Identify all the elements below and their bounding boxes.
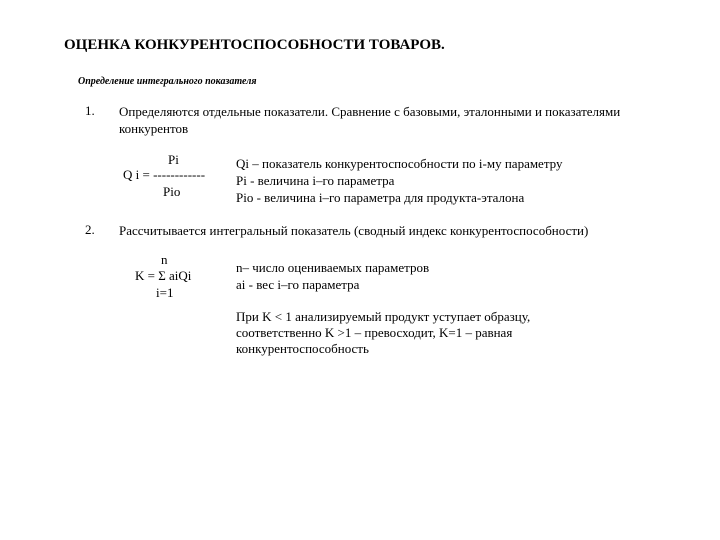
formula-1-numerator: Pi [168,152,179,167]
definition-line: Piо - величина i–го параметра для продукта-эталона [236,190,525,205]
definition-line: Qi – показатель конкурентоспособности по i-му параметру [236,156,563,171]
formula-1-main: Q i = ------------ [123,167,206,182]
step-2-number: 2. [85,222,95,237]
definition-line: n– число оцениваемых параметров [236,260,430,275]
interpretation-note [236,309,530,357]
formula-2-main: K = Σ aiQi [135,268,192,283]
note-line: При K < 1 анализируемый продукт уступает образцу, [236,309,531,324]
definition-line: Pi - величина i–го параметра [236,173,395,188]
step-1-text [119,103,679,137]
formula-2-lower-limit: i=1 [156,285,174,300]
step-1-text-line-2: конкурентов [119,121,189,136]
page-title: ОЦЕНКА КОНКУРЕНТОСПОСОБНОСТИ ТОВАРОВ. [64,37,445,53]
step-2-text: Рассчитывается интегральный показатель (сводный индекс конкурентоспособности) [119,223,589,238]
formula-2-upper-limit: n [161,252,168,267]
note-line: соответственно K >1 – превосходит, K=1 – равная [236,325,513,340]
formula-1-definitions [236,155,563,206]
step-1-text-line-1: Определяются отдельные показатели. Сравнение с базовыми, эталонными и показателями [119,104,621,119]
formula-2-definitions [236,259,429,293]
formula-1-denominator: Piо [163,184,181,199]
section-subtitle: Определение интегрального показателя [78,76,257,87]
definition-line: ai - вес i–го параметра [236,277,360,292]
step-1-number: 1. [85,103,95,118]
note-line: конкурентоспособность [236,341,369,356]
